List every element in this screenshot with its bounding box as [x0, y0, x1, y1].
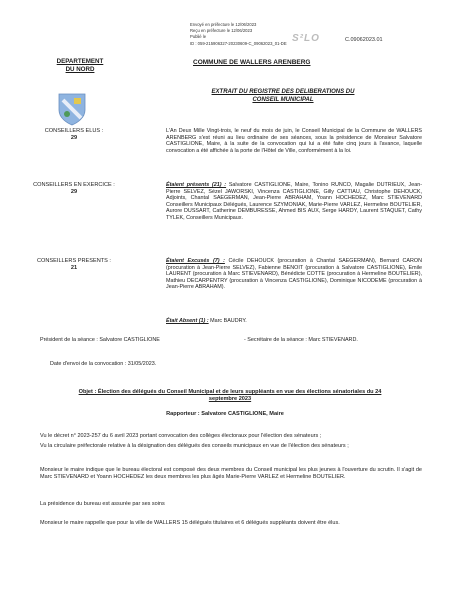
body-paragraph: Monsieur le maire rappelle que pour la ville de WALLERS 15 délégués titulaires et 6 délégués suppléants doivent être élus. — [40, 520, 340, 526]
presents-heading: Étaient présents (21) : — [166, 182, 227, 188]
label-elus — [14, 128, 134, 142]
stamp-line: Envoyé en préfecture le 12/06/2023 — [190, 22, 257, 27]
secretary-line: - Secrétaire de la séance : Marc STIEVENARD. — [244, 337, 358, 343]
absent-heading: Était Absent (1) : — [166, 318, 209, 324]
label-text: CONSEILLERS ELUS : — [44, 128, 104, 134]
convocation-date: Date d'envoi de la convocation : 31/05/2023. — [50, 361, 157, 367]
excuses-list: Cécile DEHOUCK (procuration à Chantal SAEGERMAN), Bernard CARON (procuration à Jean-Pierre SELVEZ), Fabienne BENOIT (procuration à Salvatore CASTIGLIONE), Emile LAURENT (procuration à Marc STIEVENARD), Bénédicte COTTE (procuration à Hermeline BOUTELIER), Mathieu DECARPENTRY (procuration à Vincenza CASTIGLIONE), Dominique NICODEME (procuration à Jean-Pierre ABRAHAM). — [166, 258, 422, 291]
absent-paragraph — [166, 318, 422, 325]
label-count: 29 — [70, 189, 78, 195]
stamp-line: Publié le — [190, 34, 207, 40]
presents-paragraph — [166, 182, 422, 222]
extract-title-line: EXTRAIT DU REGISTRE DES DELIBERATIONS DU — [211, 89, 355, 95]
subject-line: Objet : Élection des délégués du Conseil Municipal et de leurs suppléants en vue des élections sénatoriales du 24 — [78, 389, 382, 395]
subject-heading — [40, 389, 420, 403]
excuses-heading: Étaient Excusés (7) : — [166, 258, 225, 264]
department-line: DEPARTEMENT — [56, 58, 104, 65]
body-paragraph: Vu le décret n° 2023-257 du 6 avril 2023 portant convocation des collèges électoraux pour l'élection des sénateurs ; — [40, 433, 322, 439]
stamp-signature: S²LO — [292, 33, 320, 44]
label-text: CONSEILLERS EN EXERCICE : — [33, 182, 115, 188]
preamble-paragraph: L'An Deux Mille Vingt-trois, le neuf du mois de juin, le Conseil Municipal de la Commune de WALLERS ARENBERG s'est réuni au lieu ordinaire de ses séances, sous la présidence de Monsieur Salvatore CASTIGLIONE, Maire, à la suite de la convocation qui lui a été faite cinq jours à l'avance, laquelle convocation a été affichée à la porte de l'Hôtel de Ville, conformément à la loi. — [166, 128, 422, 154]
presents-list: Salvatore CASTIGLIONE, Maire, Tonino RUNCO, Magalie DUTRIEUX, Jean-Pierre SELVEZ, Sézel JAWORSKI, Vincenza CASTIGLIONE, Gilly CATTIAU, Christophe DEHOUCK, Adjoints, Chantal SAEGERMAN, Jean-Pierre ABRAHAM, Yoann HOCHEDEZ, Marc STIEVENARD Conseillers Municipaux Délégués, Laurence SZYMONIAK, Marie-Pierre VARLEZ, Hermeline BOUTELIER, Aurore DUSSART, Catherine DEMBURESSE, Ahmed BIS AUX, Serge HARDY, Laurent STAQUET, Cathy TYLEK, Conseillers Municipaux. — [166, 182, 423, 221]
absent-list: Marc BAUDRY. — [208, 318, 247, 324]
rapporteur: Rapporteur : Salvatore CASTIGLIONE, Maire — [166, 411, 284, 417]
coat-of-arms-icon — [57, 92, 87, 126]
label-exercice — [14, 182, 134, 196]
stamp-line: Reçu en préfecture le 12/06/2023 — [190, 28, 253, 34]
reference-number: C.09062023.01 — [345, 37, 383, 43]
extract-title-line: CONSEIL MUNICIPAL — [252, 97, 314, 103]
stamp-line: ID : 059-215906327-20230609-C_09062023_01-DE — [190, 40, 287, 46]
extract-title — [188, 88, 378, 104]
body-paragraph: Vu la circulaire préfectorale relative à la désignation des délégués des conseils municipaux en vue de l'élection des sénateurs ; — [40, 443, 349, 449]
body-paragraph: La présidence du bureau est assurée par ses soins — [40, 501, 165, 507]
department-header — [40, 58, 120, 74]
body-paragraph: Monsieur le maire indique que le bureau électoral est composé des deux membres du Conseil municipal les plus jeunes à l'ouverture du scrutin. Il s'agit de Marc STIEVENARD et Yoann HOCHEDEZ les deux membres les plus âgés Marie-Pierre VARLEZ et Hermeline BOUTELIER. — [40, 467, 422, 480]
label-text: CONSEILLERS PRESENTS : — [37, 258, 111, 264]
commune-title: COMMUNE DE WALLERS ARENBERG — [193, 59, 311, 66]
president-line: Président de la séance : Salvatore CASTIGLIONE — [40, 337, 160, 343]
department-line: DU NORD — [65, 66, 95, 73]
label-presents — [14, 258, 134, 272]
subject-line: septembre 2023 — [208, 396, 252, 402]
label-count: 21 — [70, 265, 78, 271]
label-count: 29 — [70, 135, 78, 141]
excuses-paragraph — [166, 258, 422, 291]
